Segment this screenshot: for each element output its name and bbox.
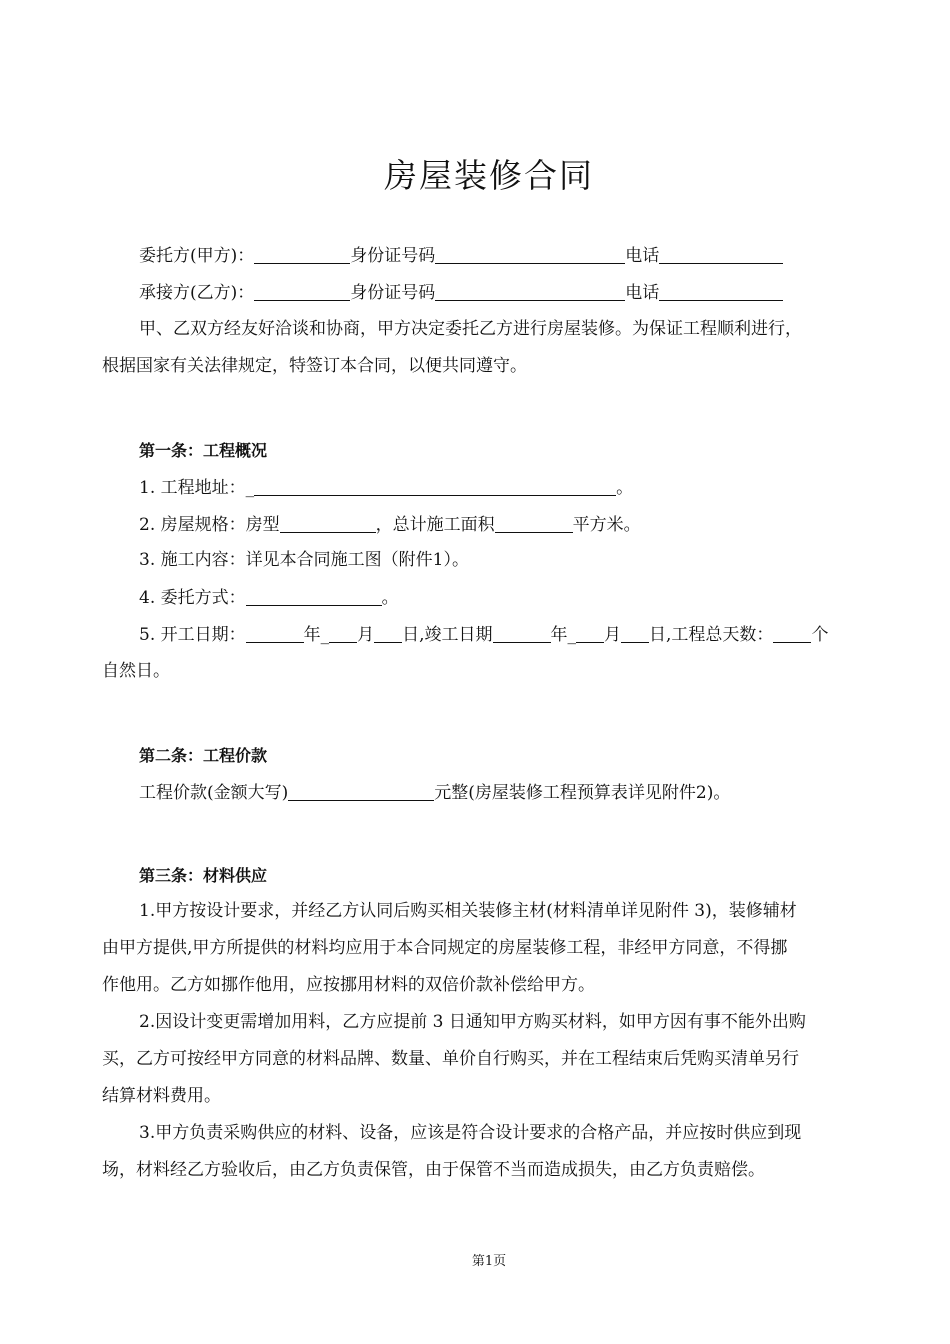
article-3-p1-line-1: 1.甲方按设计要求，并经乙方认同后购买相关装修主材(材料清单详见附件 3)，装修辅材 [139,901,797,921]
total-days-unit: 个 [811,625,829,645]
item-4-label: 4. 委托方式： [139,588,246,608]
party-a-phone-blank[interactable] [659,245,783,264]
method-blank[interactable] [246,587,382,606]
start-day-blank[interactable] [374,624,402,643]
start-month-blank[interactable] [329,624,357,643]
document-title: 房屋装修合同 [384,156,594,195]
party-a-id-label: 身份证号码 [350,246,436,266]
address-blank[interactable] [254,477,616,496]
start-date-label: 5. 开工日期： [139,625,246,645]
party-a-line [139,245,929,266]
article-1-item-1 [139,477,929,498]
end-month-label: 月 [604,625,622,645]
party-b-phone-label: 电话 [625,283,660,303]
article-1-item-2 [139,514,929,535]
article-3-p2-line-2: 买，乙方可按经甲方同意的材料品牌、数量、单价自行购买，并在工程结束后凭购买清单另行 [102,1049,799,1069]
total-days-label: 日,工程总天数： [649,625,774,645]
article-1-item-4 [139,587,929,608]
party-a-id-blank[interactable] [435,245,625,264]
end-date-label: 日,竣工日期 [402,625,493,645]
item-2-mid: ，总计施工面积 [375,515,495,535]
price-label: 工程价款(金额大写) [139,783,289,803]
article-3-p1-line-2: 由甲方提供,甲方所提供的材料均应用于本合同规定的房屋装修工程，非经甲方同意，不得挪 [102,938,788,958]
price-blank[interactable] [288,782,434,801]
article-1-item-5 [139,624,929,645]
house-type-blank[interactable] [280,514,376,533]
article-3-p1-line-3: 作他用。乙方如挪作他用，应按挪用材料的双倍价款补偿给甲方。 [102,975,595,995]
item-1-suffix: 。 [616,478,634,498]
intro-line-1: 甲、乙双方经友好洽谈和协商，甲方决定委托乙方进行房屋装修。为保证工程顺利进行， [139,319,802,339]
party-a-name-blank[interactable] [254,245,350,264]
item-2-suffix: 平方米。 [572,515,641,535]
article-2-heading: 第二条：工程价款 [139,746,268,765]
end-month-blank[interactable] [576,624,604,643]
start-month-label: 月 [357,625,375,645]
article-1-heading: 第一条：工程概况 [139,441,268,460]
article-3-p2-line-3: 结算材料费用。 [102,1086,221,1106]
item-1-label: 1. 工程地址：_ [139,478,255,498]
article-3-p3-line-1: 3.甲方负责采购供应的材料、设备，应该是符合设计要求的合格产品，并应按时供应到现 [139,1123,802,1143]
article-1-item-5-cont: 自然日。 [102,661,170,681]
end-year-blank[interactable] [493,624,551,643]
item-2-label: 2. 房屋规格：房型 [139,515,280,535]
article-3-p3-line-2: 场，材料经乙方验收后，由乙方负责保管，由于保管不当而造成损失，由乙方负责赔偿。 [102,1160,765,1180]
total-days-blank[interactable] [773,624,811,643]
party-b-label: 承接方(乙方)： [139,283,255,303]
party-b-id-blank[interactable] [435,282,625,301]
party-b-id-label: 身份证号码 [350,283,436,303]
end-year-label: 年_ [550,625,577,645]
area-blank[interactable] [495,514,573,533]
price-line [139,782,929,803]
start-year-blank[interactable] [246,624,304,643]
page-number: 第1页 [471,1254,507,1269]
party-b-name-blank[interactable] [254,282,350,301]
party-a-phone-label: 电话 [625,246,660,266]
item-4-suffix: 。 [381,588,399,608]
party-b-line [139,282,929,303]
end-day-blank[interactable] [621,624,649,643]
start-year-label: 年_ [303,625,330,645]
party-a-label: 委托方(甲方)： [139,246,255,266]
party-b-phone-blank[interactable] [659,282,783,301]
price-suffix: 元整(房屋装修工程预算表详见附件2)。 [434,783,731,803]
article-1-item-3: 3. 施工内容：详见本合同施工图（附件1）。 [139,550,469,570]
article-3-heading: 第三条：材料供应 [139,866,268,885]
article-3-p2-line-1: 2.因设计变更需增加用料，乙方应提前 3 日通知甲方购买材料，如甲方因有事不能外出购 [139,1012,806,1032]
intro-line-2: 根据国家有关法律规定，特签订本合同，以便共同遵守。 [102,356,527,376]
